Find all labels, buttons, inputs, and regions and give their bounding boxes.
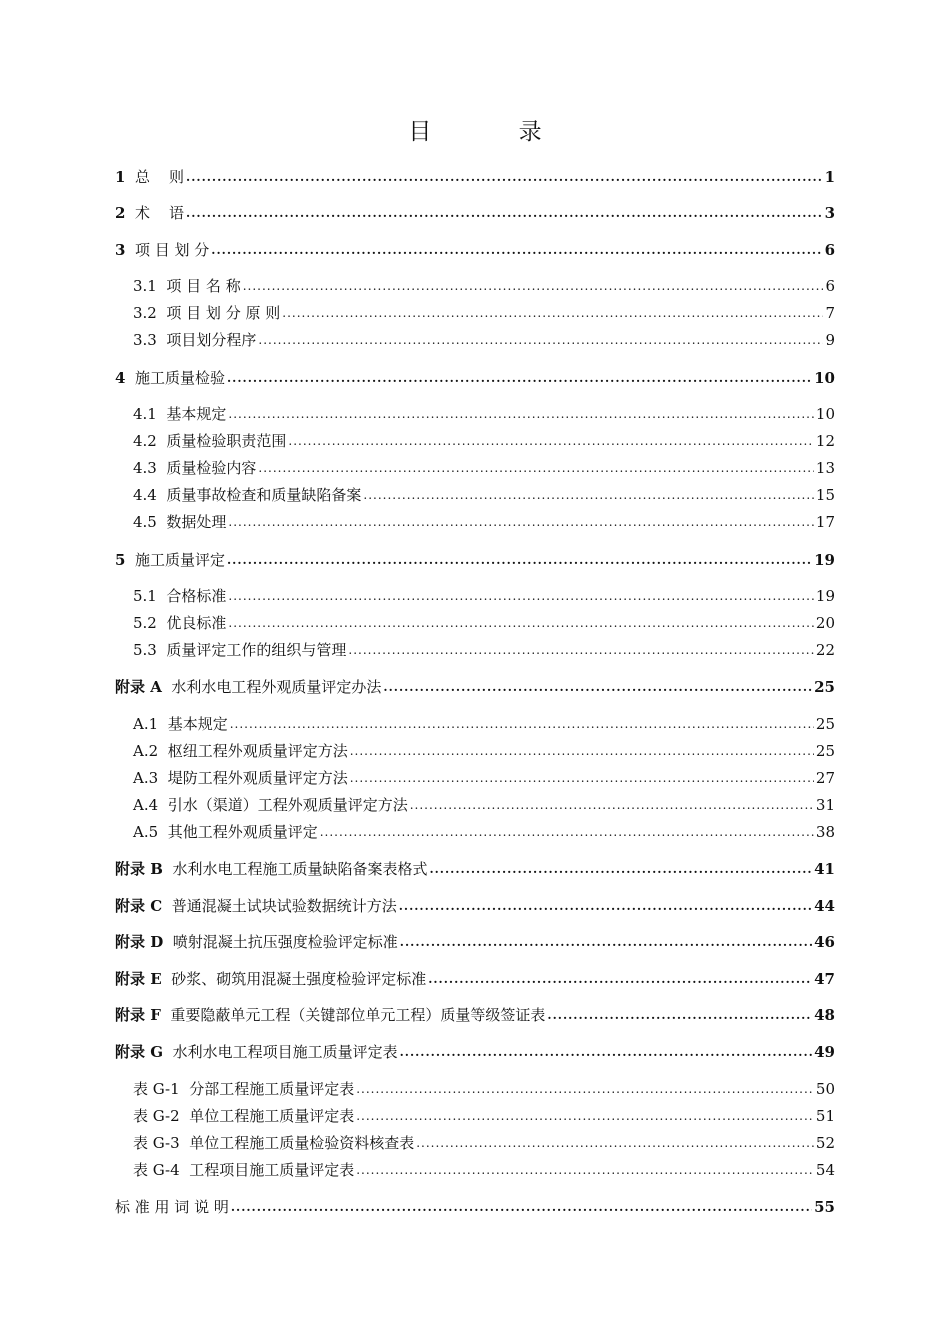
- entry-page: 31: [815, 796, 835, 814]
- entry-label: 施工质量评定: [125, 551, 225, 569]
- entry-label: 堤防工程外观质量评定方法: [158, 769, 348, 787]
- toc-entry[interactable]: [115, 856, 835, 878]
- entry-label: 质量事故检查和质量缺陷备案: [156, 486, 362, 504]
- leader-dots: [410, 798, 814, 814]
- leader-dots: [230, 717, 814, 733]
- entry-label: 基本规定: [158, 715, 228, 733]
- toc-entry[interactable]: [133, 610, 835, 632]
- toc-entry[interactable]: [115, 1194, 835, 1216]
- toc-entry[interactable]: [115, 1039, 835, 1061]
- toc-entry[interactable]: [133, 327, 835, 349]
- entry-number: 1: [115, 168, 126, 186]
- entry-number: 附录 C: [115, 897, 163, 915]
- leader-dots: [228, 515, 814, 531]
- entry-page: 47: [814, 970, 835, 988]
- entry-label: 标 准 用 词 说 明: [115, 1198, 229, 1216]
- toc-entry[interactable]: [133, 509, 835, 531]
- toc-entry[interactable]: [133, 792, 835, 814]
- entry-label: 质量评定工作的组织与管理: [156, 641, 347, 659]
- leader-dots: [428, 972, 812, 988]
- toc-entry[interactable]: [133, 819, 835, 841]
- entry-page: 51: [815, 1107, 835, 1125]
- toc-entry[interactable]: [133, 300, 835, 322]
- toc-entry[interactable]: [115, 1002, 835, 1024]
- leader-dots: [356, 1163, 814, 1179]
- leader-dots: [186, 170, 823, 186]
- entry-number: 5.1: [133, 587, 157, 605]
- entry-number: 3: [115, 241, 126, 259]
- entry-number: 2: [115, 204, 126, 222]
- entry-page: 41: [814, 860, 835, 878]
- leader-dots: [258, 461, 814, 477]
- leader-dots: [416, 1136, 814, 1152]
- leader-dots: [227, 371, 812, 387]
- leader-dots: [429, 862, 812, 878]
- entry-page: 12: [815, 432, 835, 450]
- leader-dots: [400, 1045, 813, 1061]
- entry-number: 3.2: [133, 304, 157, 322]
- toc-entry[interactable]: [133, 1076, 835, 1098]
- toc-entry[interactable]: [133, 711, 835, 733]
- entry-label: 合格标准: [156, 587, 227, 605]
- leader-dots: [211, 243, 822, 259]
- entry-page: 15: [815, 486, 835, 504]
- entry-label: 工程项目施工质量评定表: [179, 1161, 355, 1179]
- leader-dots: [227, 553, 812, 569]
- entry-label: 项 目 名 称: [156, 277, 241, 295]
- entry-page: 25: [815, 715, 835, 733]
- entry-page: 22: [815, 641, 835, 659]
- entry-number: 5.3: [133, 641, 157, 659]
- entry-number: 4.4: [133, 486, 157, 504]
- leader-dots: [350, 771, 814, 787]
- entry-number: 附录 F: [115, 1006, 161, 1024]
- leader-dots: [258, 333, 823, 349]
- toc-entry[interactable]: [133, 637, 835, 659]
- leader-dots: [399, 899, 812, 915]
- entry-page: 1: [824, 168, 835, 186]
- entry-label: 分部工程施工质量评定表: [179, 1080, 355, 1098]
- entry-page: 54: [815, 1161, 835, 1179]
- entry-page: 49: [814, 1043, 835, 1061]
- toc-entry[interactable]: [133, 765, 835, 787]
- leader-dots: [400, 935, 812, 951]
- entry-page: 46: [814, 933, 835, 951]
- leader-dots: [356, 1109, 814, 1125]
- toc-entry[interactable]: [115, 674, 835, 696]
- toc-entry[interactable]: [133, 401, 835, 423]
- entry-label: 数据处理: [156, 513, 227, 531]
- entry-label: 优良标准: [156, 614, 227, 632]
- entry-page: 19: [814, 551, 835, 569]
- leader-dots: [243, 279, 824, 295]
- entry-page: 44: [814, 897, 835, 915]
- entry-page: 27: [815, 769, 835, 787]
- entry-label: 其他工程外观质量评定: [158, 823, 318, 841]
- leader-dots: [288, 434, 814, 450]
- entry-label: 总 则: [125, 168, 185, 186]
- entry-label: 重要隐蔽单元工程（关键部位单元工程）质量等级签证表: [160, 1006, 546, 1024]
- entry-number: A.5: [133, 823, 159, 841]
- entry-number: 4.1: [133, 405, 157, 423]
- entry-number: 4.5: [133, 513, 157, 531]
- leader-dots: [547, 1008, 812, 1024]
- entry-page: 10: [815, 405, 835, 423]
- entry-number: A.1: [133, 715, 159, 733]
- toc-entry[interactable]: [133, 738, 835, 760]
- entry-label: 水利水电工程施工质量缺陷备案表格式: [162, 860, 428, 878]
- entry-number: 附录 B: [115, 860, 163, 878]
- entry-number: 5.2: [133, 614, 157, 632]
- entry-label: 砂浆、砌筑用混凝土强度检验评定标准: [161, 970, 427, 988]
- entry-number: 附录 E: [115, 970, 162, 988]
- entry-label: 单位工程施工质量检验资料核查表: [179, 1134, 415, 1152]
- page-title: 目 录: [408, 119, 582, 145]
- entry-label: 枢纽工程外观质量评定方法: [158, 742, 348, 760]
- entry-page: 3: [824, 204, 835, 222]
- toc-entry[interactable]: [115, 547, 835, 569]
- entry-page: 6: [825, 277, 835, 295]
- entry-number: 表 G-3: [133, 1134, 180, 1152]
- entry-number: 4: [115, 369, 126, 387]
- toc-entry[interactable]: [115, 164, 835, 186]
- toc-entry[interactable]: [133, 1103, 835, 1125]
- entry-page: 7: [825, 304, 835, 322]
- entry-label: 普通混凝土试块试验数据统计方法: [162, 897, 397, 915]
- leader-dots: [228, 407, 814, 423]
- entry-number: 表 G-4: [133, 1161, 180, 1179]
- entry-page: 52: [815, 1134, 835, 1152]
- entry-number: 表 G-2: [133, 1107, 180, 1125]
- leader-dots: [348, 643, 814, 659]
- entry-label: 喷射混凝土抗压强度检验评定标准: [163, 933, 398, 951]
- entry-label: 水利水电工程外观质量评定办法: [161, 678, 382, 696]
- entry-label: 项 目 划 分 原 则: [156, 304, 281, 322]
- entry-page: 38: [815, 823, 835, 841]
- leader-dots: [231, 1200, 812, 1216]
- toc-entry[interactable]: [133, 273, 835, 295]
- toc-entry[interactable]: [115, 929, 835, 951]
- entry-page: 9: [825, 331, 835, 349]
- entry-page: 10: [814, 369, 835, 387]
- entry-label: 单位工程施工质量评定表: [179, 1107, 355, 1125]
- toc-entry[interactable]: [133, 455, 835, 477]
- leader-dots: [320, 825, 814, 841]
- entry-page: 25: [814, 678, 835, 696]
- leader-dots: [186, 206, 823, 222]
- entry-label: 项目划分程序: [156, 331, 257, 349]
- entry-label: 引水（渠道）工程外观质量评定方法: [158, 796, 408, 814]
- entry-label: 质量检验内容: [156, 459, 257, 477]
- entry-label: 术 语: [125, 204, 185, 222]
- entry-page: 17: [815, 513, 835, 531]
- entry-number: 表 G-1: [133, 1080, 180, 1098]
- entry-number: 5: [115, 551, 126, 569]
- entry-number: A.2: [133, 742, 159, 760]
- toc-entry[interactable]: [115, 365, 835, 387]
- entry-page: 25: [815, 742, 835, 760]
- entry-number: A.3: [133, 769, 159, 787]
- toc-entry[interactable]: [115, 893, 835, 915]
- toc-entry[interactable]: [133, 482, 835, 504]
- toc-entry[interactable]: [133, 428, 835, 450]
- toc-entry[interactable]: [133, 1157, 835, 1179]
- entry-number: 附录 G: [115, 1043, 164, 1061]
- entry-page: 6: [824, 241, 835, 259]
- toc-entry[interactable]: [133, 583, 835, 605]
- leader-dots: [356, 1082, 814, 1098]
- entry-label: 项 目 划 分: [125, 241, 210, 259]
- entry-label: 水利水电工程项目施工质量评定表: [163, 1043, 398, 1061]
- entry-number: 附录 A: [115, 678, 162, 696]
- leader-dots: [228, 616, 814, 632]
- entry-page: 48: [814, 1006, 835, 1024]
- entry-page: 13: [815, 459, 835, 477]
- toc-entry[interactable]: [115, 966, 835, 988]
- entry-number: A.4: [133, 796, 159, 814]
- entry-label: 基本规定: [156, 405, 227, 423]
- entry-page: 19: [815, 587, 835, 605]
- toc-entry[interactable]: [133, 1130, 835, 1152]
- entry-page: 50: [815, 1080, 835, 1098]
- leader-dots: [383, 680, 812, 696]
- entry-number: 附录 D: [115, 933, 164, 951]
- entry-label: 质量检验职责范围: [156, 432, 287, 450]
- leader-dots: [282, 306, 823, 322]
- entry-number: 3.1: [133, 277, 157, 295]
- entry-number: 4.2: [133, 432, 157, 450]
- leader-dots: [228, 589, 814, 605]
- entry-number: 4.3: [133, 459, 157, 477]
- entry-number: 3.3: [133, 331, 157, 349]
- entry-page: 20: [815, 614, 835, 632]
- entry-page: 55: [814, 1198, 835, 1216]
- toc-entry[interactable]: [115, 237, 835, 259]
- toc-entry[interactable]: [115, 200, 835, 222]
- leader-dots: [350, 744, 814, 760]
- leader-dots: [363, 488, 814, 504]
- entry-label: 施工质量检验: [125, 369, 225, 387]
